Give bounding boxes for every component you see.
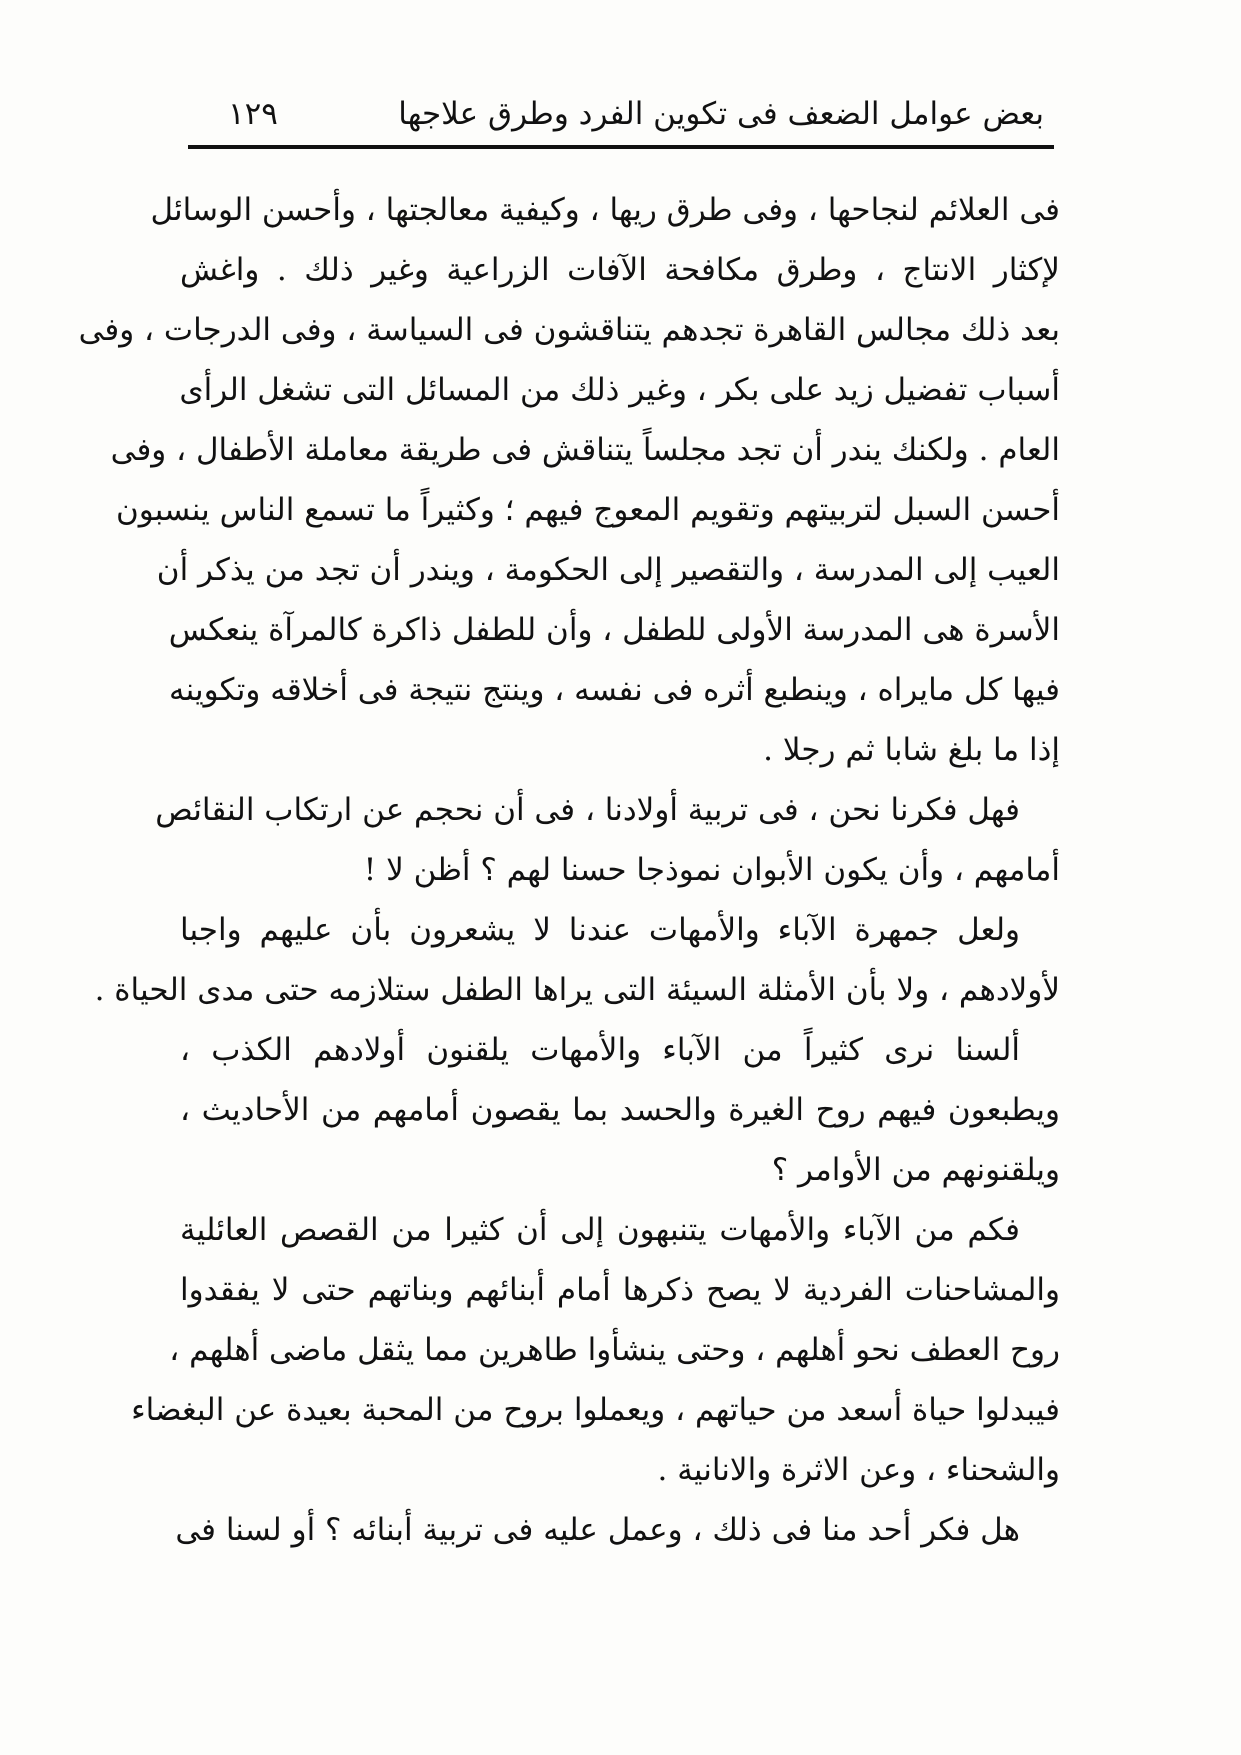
text-line: ويطبعون فيهم روح الغيرة والحسد بما يقصون أمامهم من الأحاديث ، xyxy=(180,1092,1060,1128)
text-line: أمامهم ، وأن يكون الأبوان نموذجا حسنا لهم ؟ أظن لا ! xyxy=(363,852,1060,888)
text-line: إذا ما بلغ شابا ثم رجلا . xyxy=(763,732,1060,768)
running-title: بعض عوامل الضعف فى تكوين الفرد وطرق علاجها xyxy=(398,96,1044,132)
text-line: فى العلائم لنجاحها ، وفى طرق ريها ، وكيفية معالجتها ، وأحسن الوسائل xyxy=(150,192,1060,228)
text-line: لأولادهم ، ولا بأن الأمثلة السيئة التى يراها الطفل ستلازمه حتى مدى الحياة . xyxy=(94,972,1060,1008)
text-line: فهل فكرنا نحن ، فى تربية أولادنا ، فى أن نحجم عن ارتكاب النقائص xyxy=(155,792,1020,828)
text-line: والمشاحنات الفردية لا يصح ذكرها أمام أبنائهم وبناتهم حتى لا يفقدوا xyxy=(180,1272,1060,1308)
header-divider xyxy=(188,145,1054,149)
text-line: أحسن السبل لتربيتهم وتقويم المعوج فيهم ؛ وكثيراً ما تسمع الناس ينسبون xyxy=(116,492,1060,528)
text-line: فيبدلوا حياة أسعد من حياتهم ، ويعملوا بروح من المحبة بعيدة عن البغضاء xyxy=(131,1392,1060,1428)
page-header xyxy=(190,86,1052,146)
text-line: العيب إلى المدرسة ، والتقصير إلى الحكومة ، ويندر أن تجد من يذكر أن xyxy=(156,552,1060,588)
text-line: هل فكر أحد منا فى ذلك ، وعمل عليه فى تربية أبنائه ؟ أو لسنا فى xyxy=(175,1512,1020,1548)
text-line: لإكثار الانتاج ، وطرق مكافحة الآفات الزراعية وغير ذلك . واغش xyxy=(180,252,1060,288)
body-text xyxy=(78,180,1060,1560)
text-line: روح العطف نحو أهلهم ، وحتى ينشأوا طاهرين مما يثقل ماضى أهلهم ، xyxy=(169,1332,1060,1368)
text-line: فكم من الآباء والأمهات يتنبهون إلى أن كثيرا من القصص العائلية xyxy=(180,1212,1020,1248)
text-line: ولعل جمهرة الآباء والأمهات عندنا لا يشعرون بأن عليهم واجبا xyxy=(180,912,1020,948)
text-line: والشحناء ، وعن الاثرة والانانية . xyxy=(657,1452,1060,1488)
text-line: فيها كل مايراه ، وينطبع أثره فى نفسه ، وينتج نتيجة فى أخلاقه وتكوينه xyxy=(169,672,1060,708)
text-line: ويلقنونهم من الأوامر ؟ xyxy=(771,1152,1060,1188)
text-line: الأسرة هى المدرسة الأولى للطفل ، وأن للطفل ذاكرة كالمرآة ينعكس xyxy=(168,612,1060,648)
text-line: بعد ذلك مجالس القاهرة تجدهم يتناقشون فى السياسة ، وفى الدرجات ، وفى xyxy=(78,312,1060,348)
text-line: أسباب تفضيل زيد على بكر ، وغير ذلك من المسائل التى تشغل الرأى xyxy=(179,372,1060,408)
text-line: ألسنا نرى كثيراً من الآباء والأمهات يلقنون أولادهم الكذب ، xyxy=(180,1032,1021,1068)
text-line: العام . ولكنك يندر أن تجد مجلساً يتناقش فى طريقة معاملة الأطفال ، وفى xyxy=(110,432,1060,468)
page-number: ١٢٩ xyxy=(228,96,278,132)
